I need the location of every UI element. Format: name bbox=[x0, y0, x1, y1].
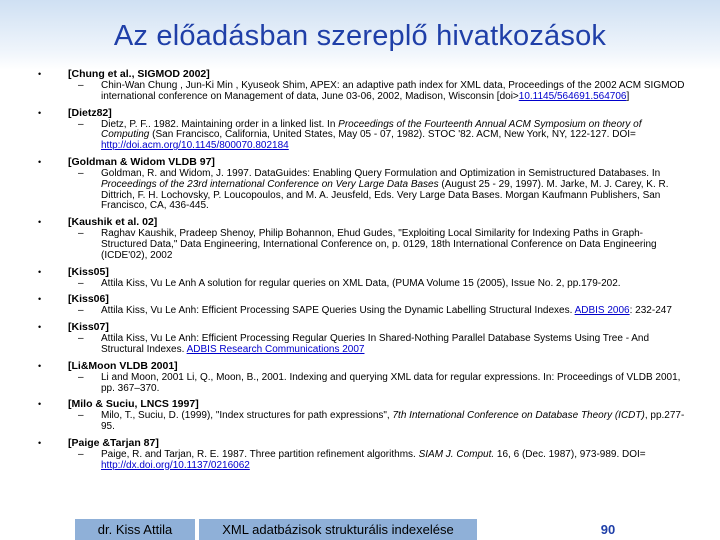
bullet-icon: • bbox=[38, 322, 42, 333]
reference-citation bbox=[68, 229, 688, 261]
dash-icon: – bbox=[78, 277, 84, 289]
reference-item bbox=[38, 68, 688, 103]
bullet-icon: • bbox=[38, 217, 42, 228]
citation-text: : 232-247 bbox=[629, 305, 672, 317]
reference-label: [Milo & Suciu, LNCS 1997] bbox=[68, 398, 199, 411]
reference-citation bbox=[68, 334, 688, 356]
reference-item bbox=[38, 321, 688, 356]
reference-citation bbox=[68, 120, 688, 152]
citation-text: 16, 6 (Dec. 1987), 973-989. DOI= bbox=[494, 448, 646, 460]
bullet-icon: • bbox=[38, 360, 42, 371]
reference-label: [Paige &Tarjan 87] bbox=[68, 436, 159, 449]
citation-text: Attila Kiss, Vu Le Anh A solution for regular queries on XML Data, (PUMA Volume 15 (2005), Issue No. 2, pp.179-202. bbox=[101, 277, 621, 289]
reference-item bbox=[38, 293, 688, 317]
citation-link[interactable]: http://doi.acm.org/10.1145/800070.802184 bbox=[101, 140, 289, 152]
reference-label: [Kiss06] bbox=[68, 293, 109, 306]
citation-venue: Proceedings of the Fourteenth Annual ACM Symposium on theory of Computing bbox=[101, 118, 642, 141]
reference-item bbox=[38, 107, 688, 152]
reference-item bbox=[38, 437, 688, 472]
citation-link[interactable]: http://dx.doi.org/10.1137/0216062 bbox=[101, 459, 250, 471]
bullet-icon: • bbox=[38, 294, 42, 305]
dash-icon: – bbox=[78, 118, 84, 130]
reference-item bbox=[38, 266, 688, 290]
dash-icon: – bbox=[78, 448, 84, 460]
citation-venue: 7th International Conference on Database Theory (ICDT) bbox=[392, 410, 645, 422]
reference-label: [Kaushik et al. 02] bbox=[68, 216, 158, 229]
reference-label: [Chung et al., SIGMOD 2002] bbox=[68, 68, 210, 80]
citation-text: ] bbox=[626, 90, 630, 102]
reference-item bbox=[38, 360, 688, 395]
citation-text: Raghav Kaushik, Pradeep Shenoy, Philip Bohannon, Ehud Gudes, "Exploiting Local Similarity for Indexing Paths in Graph-Structured Data," Data Engineering, International Conference on, p. 0129, 18th International Conference on Data Engineering (ICDE'02), 2002 bbox=[101, 228, 657, 261]
bullet-icon: • bbox=[38, 156, 42, 167]
citation-text: Chin-Wan Chung , Jun-Ki Min , Kyuseok Shim, APEX: an adaptive path index for XML data, Proceedings of the 2002 ACM SIGMOD international conference on Management of data, June 03-06, 2002, Madison, Wisconsin [doi> bbox=[101, 80, 685, 102]
citation-text: Paige, R. and Tarjan, R. E. 1987. Three partition refinement algorithms. bbox=[101, 448, 419, 460]
reference-item bbox=[38, 216, 688, 261]
dash-icon: – bbox=[78, 333, 84, 345]
footer-author: dr. Kiss Attila bbox=[75, 519, 195, 540]
citation-text: , pp.277-95. bbox=[101, 410, 685, 433]
citation-venue: Proceedings of the 23rd international Conference on Very Large Data Bases bbox=[101, 178, 439, 190]
citation-venue: SIAM J. Comput. bbox=[418, 448, 495, 460]
dash-icon: – bbox=[78, 305, 84, 317]
reference-citation bbox=[68, 279, 688, 290]
reference-label: [Kiss07] bbox=[68, 321, 109, 334]
citation-text: Li and Moon, 2001 Li, Q., Moon, B., 2001. Indexing and querying XML data for regular expressions. In: Proceedings of VLDB 2001, pp. 367–370. bbox=[101, 371, 681, 394]
footer-course-title: XML adatbázisok strukturális indexelése bbox=[199, 519, 477, 540]
reference-label: [Kiss05] bbox=[68, 265, 109, 278]
reference-citation bbox=[68, 81, 688, 103]
reference-item bbox=[38, 156, 688, 212]
citation-link[interactable]: ADBIS Research Communications 2007 bbox=[186, 343, 365, 355]
reference-citation bbox=[68, 450, 688, 472]
bullet-icon: • bbox=[38, 107, 42, 118]
dash-icon: – bbox=[78, 228, 84, 240]
citation-text: Milo, T., Suciu, D. (1999), "Index structures for path expressions", bbox=[101, 410, 393, 422]
footer bbox=[0, 519, 720, 540]
page-number: 90 bbox=[600, 522, 616, 537]
dash-icon: – bbox=[78, 167, 84, 179]
citation-text: Dietz, P. F.. 1982. Maintaining order in a linked list. In bbox=[101, 118, 339, 130]
reference-citation bbox=[68, 306, 688, 317]
bullet-icon: • bbox=[38, 266, 42, 277]
citation-text: Attila Kiss, Vu Le Anh: Efficient Processing Regular Queries In Shared-Nothing Parallel Database Systems Using Tree - And Structural Indexes. bbox=[101, 333, 650, 355]
citation-text: Attila Kiss, Vu Le Anh: Efficient Processing SAPE Queries Using the Dynamic Labelling Structural Indexes. bbox=[101, 305, 575, 317]
bullet-icon: • bbox=[38, 69, 42, 79]
dash-icon: – bbox=[78, 80, 84, 91]
reference-list bbox=[38, 68, 688, 476]
reference-label: [Dietz82] bbox=[68, 106, 112, 119]
bullet-icon: • bbox=[38, 399, 42, 410]
reference-citation bbox=[68, 373, 688, 395]
reference-citation bbox=[68, 169, 688, 212]
citation-link[interactable]: ADBIS 2006 bbox=[574, 305, 630, 317]
reference-label: [Li&Moon VLDB 2001] bbox=[68, 359, 178, 372]
dash-icon: – bbox=[78, 371, 84, 383]
bullet-icon: • bbox=[38, 437, 42, 448]
citation-text: (August 25 - 29, 1997). M. Jarke, M. J. Carey, K. R. Dittrich, F. H. Lochovsky, P. Loucopoulos, and M. A. Jeusfeld, Eds. Very Large Data Bases. Morgan Kaufmann Publishers, San Francisco, CA, 436-445. bbox=[101, 178, 669, 212]
dash-icon: – bbox=[78, 410, 84, 422]
citation-text: (San Francisco, California, United States, May 05 - 07, 1982). STOC '82. ACM, New York, NY, 122-127. DOI= bbox=[149, 129, 636, 141]
reference-item bbox=[38, 398, 688, 433]
citation-link[interactable]: 10.1145/564691.564706 bbox=[518, 90, 627, 102]
citation-text: Goldman, R. and Widom, J. 1997. DataGuides: Enabling Query Formulation and Optimization in Semistructured Databases. In bbox=[101, 167, 661, 179]
reference-label: [Goldman & Widom VLDB 97] bbox=[68, 155, 215, 168]
reference-citation bbox=[68, 411, 688, 433]
slide-title: Az előadásban szereplő hivatkozások bbox=[113, 20, 607, 52]
